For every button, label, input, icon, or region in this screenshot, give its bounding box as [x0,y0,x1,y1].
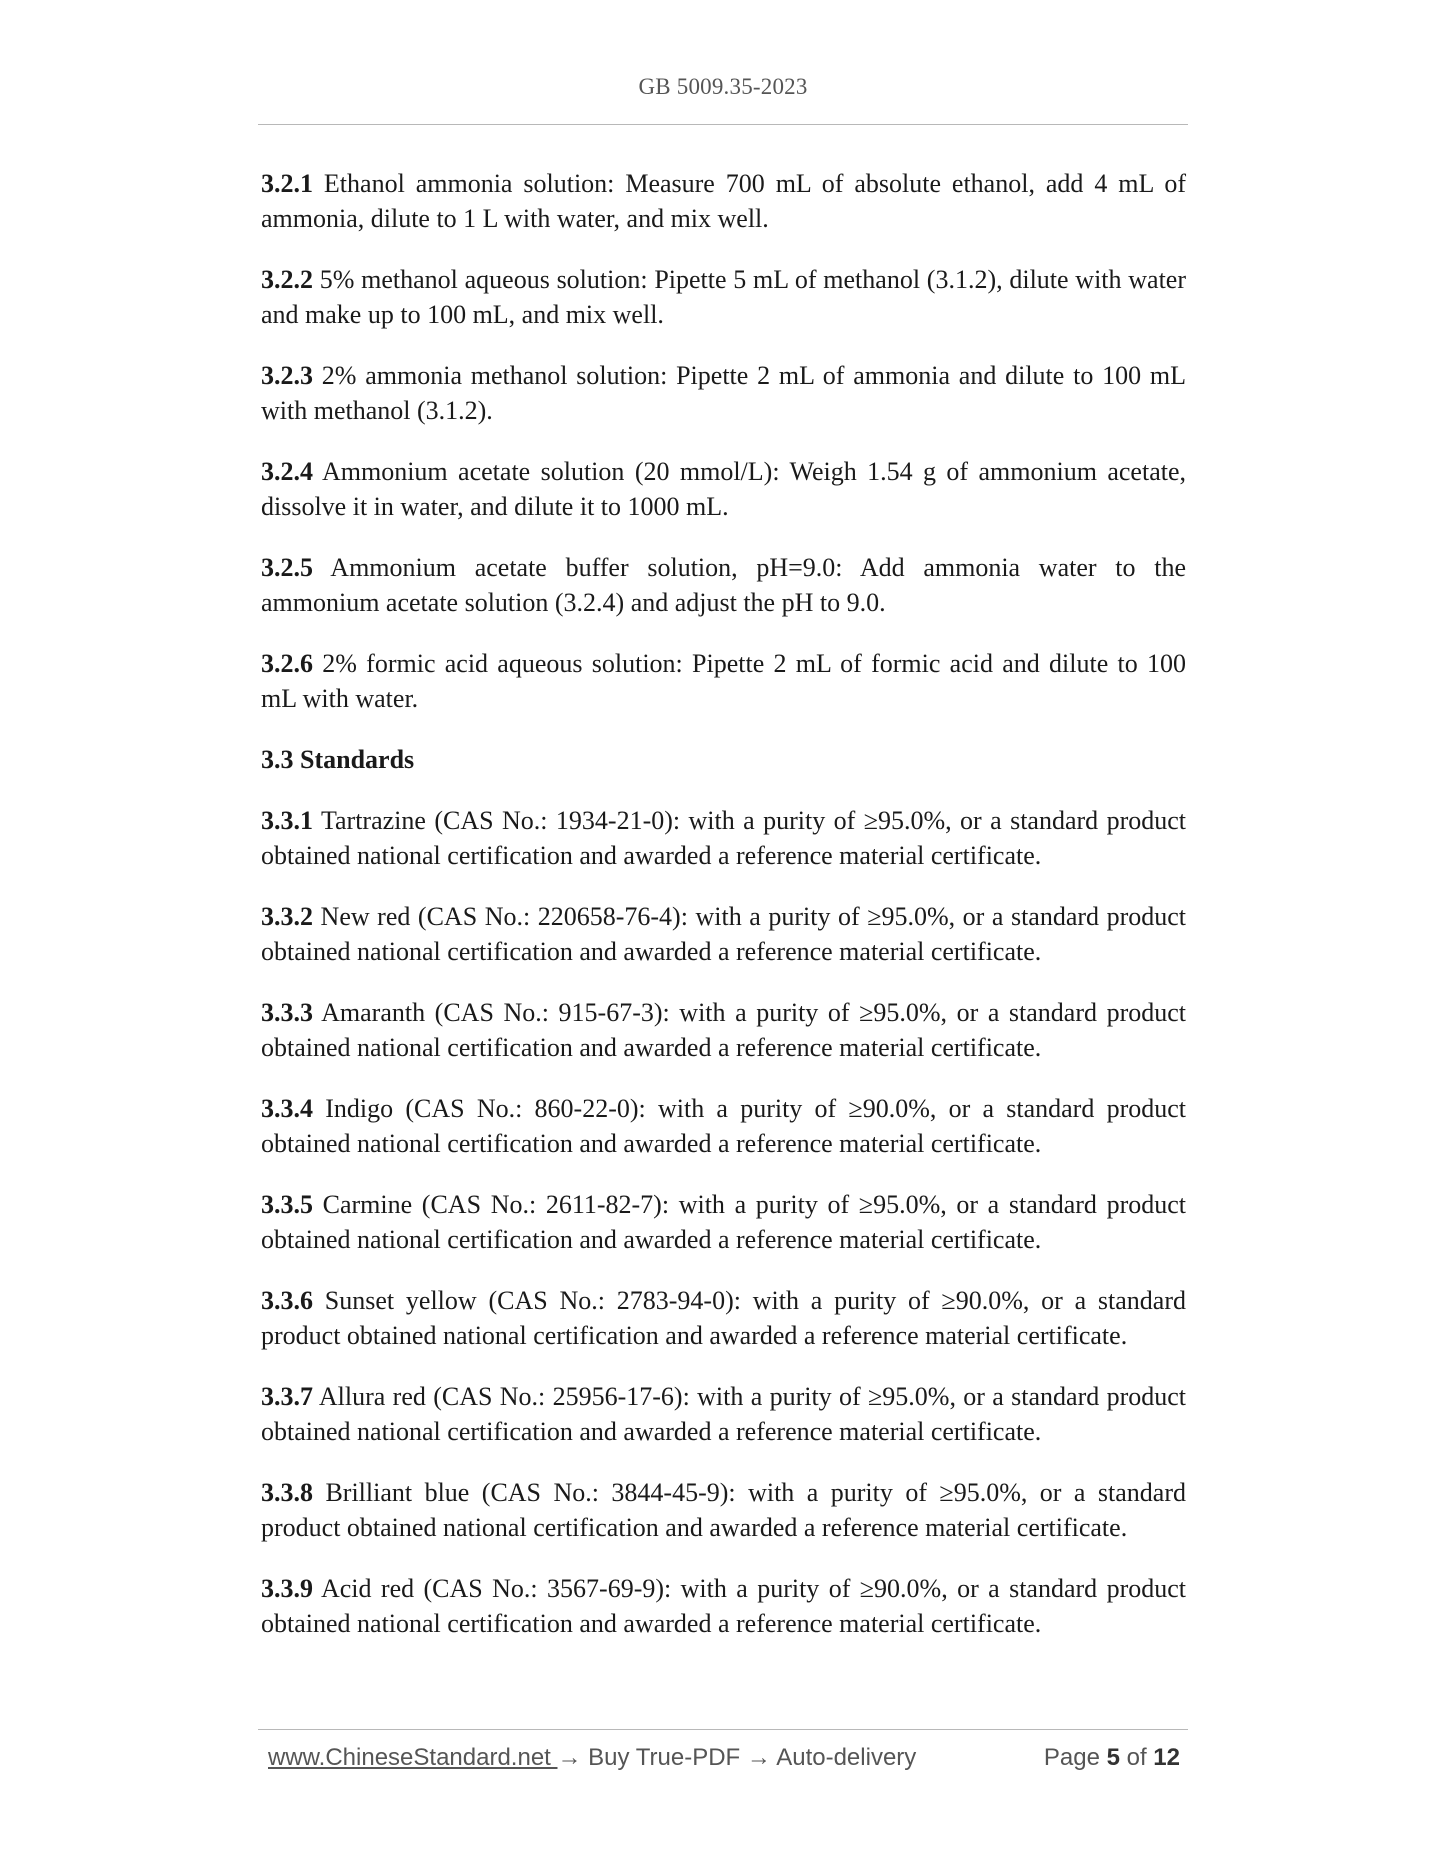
clause-number: 3.2.6 [261,649,313,678]
clause-text: Ammonium acetate buffer solution, pH=9.0: Add ammonia water to the ammonium acetate solution (3.2.4) and adjust the pH to 9.0. [261,553,1186,617]
clause-3-2-5 [261,550,1186,620]
clause-number: 3.3.1 [261,806,313,835]
clause-number: 3.3.4 [261,1094,313,1123]
page-current: 5 [1106,1744,1120,1771]
clause-number: 3.3.8 [261,1478,313,1507]
clause-3-3-3 [261,995,1186,1065]
document-body [261,166,1186,1667]
clause-number: 3.3.6 [261,1286,313,1315]
clause-3-2-2 [261,262,1186,332]
clause-text: 2% formic acid aqueous solution: Pipette 2 mL of formic acid and dilute to 100 mL with water. [261,649,1186,713]
section-heading-standards: 3.3 Standards [261,745,415,774]
clause-text: Ethanol ammonia solution: Measure 700 mL of absolute ethanol, add 4 mL of ammonia, dilute to 1 L with water, and mix well. [261,169,1186,233]
clause-text: Carmine (CAS No.: 2611-82-7): with a purity of ≥95.0%, or a standard product obtained national certification and awarded a reference material certificate. [261,1190,1186,1254]
header-divider [258,124,1188,125]
clause-text: Ammonium acetate solution (20 mmol/L): Weigh 1.54 g of ammonium acetate, dissolve it in water, and dilute it to 1000 mL. [261,457,1186,521]
clause-3-3-6 [261,1283,1186,1353]
clause-3-3-1 [261,803,1186,873]
clause-3-2-6 [261,646,1186,716]
arrow-right-icon: → [557,1744,582,1771]
auto-delivery-text: Auto-delivery [770,1744,917,1771]
clause-text: New red (CAS No.: 220658-76-4): with a purity of ≥95.0%, or a standard product obtained national certification and awarded a reference material certificate. [261,902,1186,966]
website-link[interactable]: www.ChineseStandard.net [268,1744,558,1771]
clause-number: 3.3.2 [261,902,313,931]
clause-text: Amaranth (CAS No.: 915-67-3): with a purity of ≥95.0%, or a standard product obtained national certification and awarded a reference material certificate. [261,998,1186,1062]
clause-text: Indigo (CAS No.: 860-22-0): with a purity of ≥90.0%, or a standard product obtained national certification and awarded a reference material certificate. [261,1094,1186,1158]
clause-number: 3.3.9 [261,1574,313,1603]
clause-3-2-3 [261,358,1186,428]
clause-number: 3.2.5 [261,553,313,582]
clause-text: Allura red (CAS No.: 25956-17-6): with a purity of ≥95.0%, or a standard product obtained national certification and awarded a reference material certificate. [261,1382,1186,1446]
page-total: 12 [1153,1744,1180,1771]
clause-text: Sunset yellow (CAS No.: 2783-94-0): with a purity of ≥90.0%, or a standard product obtained national certification and awarded a reference material certificate. [261,1286,1186,1350]
clause-text: Brilliant blue (CAS No.: 3844-45-9): with a purity of ≥95.0%, or a standard product obtained national certification and awarded a reference material certificate. [261,1478,1186,1542]
clause-3-3-4 [261,1091,1186,1161]
buy-true-pdf-text: Buy True-PDF [581,1744,747,1771]
clause-3-3-2 [261,899,1186,969]
clause-text: Acid red (CAS No.: 3567-69-9): with a purity of ≥90.0%, or a standard product obtained national certification and awarded a reference material certificate. [261,1574,1186,1638]
clause-number: 3.2.4 [261,457,313,486]
clause-3-3-8 [261,1475,1186,1545]
footer-promo [268,1744,916,1772]
clause-number: 3.3.3 [261,998,313,1027]
clause-text: 2% ammonia methanol solution: Pipette 2 mL of ammonia and dilute to 100 mL with methanol (3.1.2). [261,361,1186,425]
clause-3-2-4 [261,454,1186,524]
arrow-right-icon: → [746,1744,771,1771]
footer-divider [258,1729,1188,1730]
clause-text: Tartrazine (CAS No.: 1934-21-0): with a purity of ≥95.0%, or a standard product obtained national certification and awarded a reference material certificate. [261,806,1186,870]
clause-number: 3.3.5 [261,1190,313,1219]
clause-text: 5% methanol aqueous solution: Pipette 5 mL of methanol (3.1.2), dilute with water and make up to 100 mL, and mix well. [261,265,1186,329]
clause-3-3-5 [261,1187,1186,1257]
page-indicator [1044,1744,1180,1772]
page-label: Page [1043,1744,1107,1771]
clause-number: 3.2.2 [261,265,313,294]
clause-number: 3.3.7 [261,1382,313,1411]
clause-number: 3.2.3 [261,361,313,390]
clause-number: 3.2.1 [261,169,313,198]
clause-3-3-7 [261,1379,1186,1449]
clause-3-3-9 [261,1571,1186,1641]
clause-3-2-1 [261,166,1186,236]
page-header-title: GB 5009.35-2023 [638,74,808,99]
page-of-label: of [1119,1744,1154,1771]
